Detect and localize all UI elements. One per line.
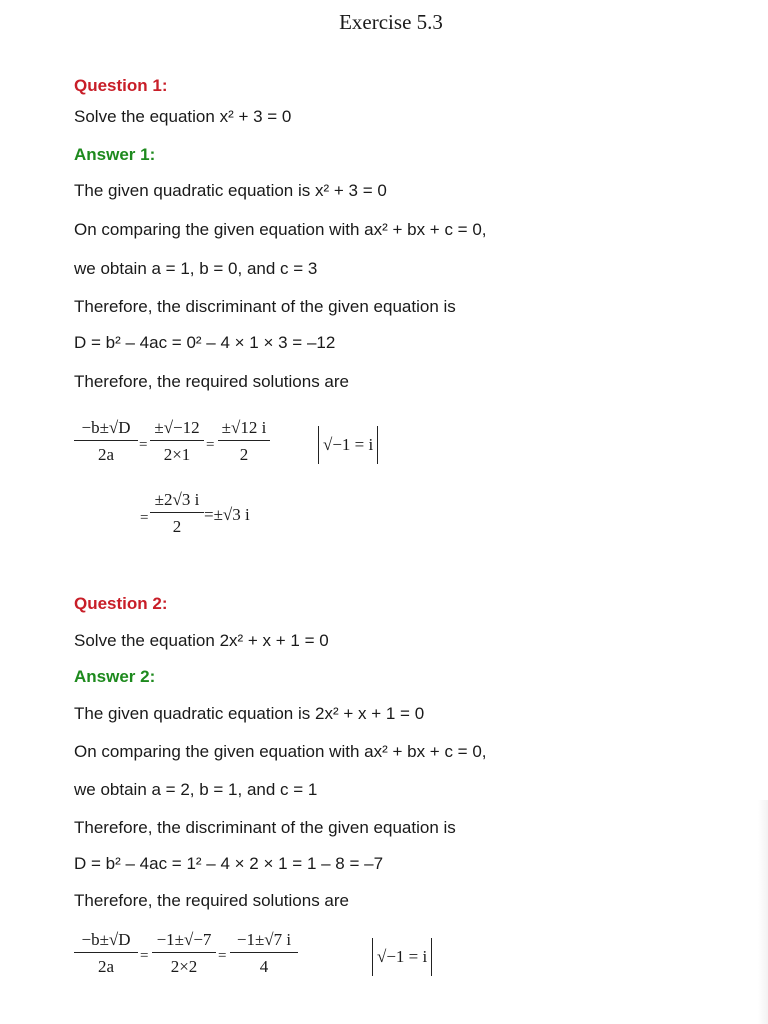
line-equation: ax² + bx + c = 0, xyxy=(364,220,487,239)
question-1-label: Question 1: xyxy=(74,76,168,95)
page-title: Exercise 5.3 xyxy=(339,10,443,34)
fraction-3 xyxy=(218,418,270,465)
statement-equation: x² + 3 = 0 xyxy=(219,107,292,126)
equals-sign: = xyxy=(206,437,215,453)
fraction-denominator: 4 xyxy=(259,957,269,976)
line-prefix: The given quadratic equation is xyxy=(74,181,315,200)
line-equation: 2x² + x + 1 = 0 xyxy=(315,704,425,723)
question-2-label: Question 2: xyxy=(74,594,168,613)
answer-2-line-2 xyxy=(74,742,487,762)
question-2-statement xyxy=(74,631,329,651)
answer-2-line-3: we obtain a = 2, b = 1, and c = 1 xyxy=(74,780,318,799)
fraction-bar xyxy=(150,512,204,513)
fraction-1 xyxy=(74,418,138,465)
answer-2-line-4: Therefore, the discriminant of the given equation is xyxy=(74,818,456,837)
fraction-denominator: 2a xyxy=(97,957,115,976)
page-edge-shadow xyxy=(758,800,768,1024)
fraction-denominator: 2×2 xyxy=(170,957,198,976)
line-prefix: On comparing the given equation with xyxy=(74,742,365,761)
answer-2-line-5: D = b² – 4ac = 1² – 4 × 2 × 1 = 1 – 8 = –7 xyxy=(74,854,384,873)
answer-2-label: Answer 2: xyxy=(74,667,156,686)
fraction-denominator: 2 xyxy=(172,517,182,536)
fraction-bar xyxy=(74,440,138,441)
fraction-bar xyxy=(152,952,216,953)
fraction-2 xyxy=(150,418,204,465)
fraction-numerator: −b±√D xyxy=(81,418,131,437)
fraction-bar xyxy=(150,440,204,441)
fraction-numerator: ±√12 i xyxy=(221,418,267,437)
final-result: =±√3 i xyxy=(204,505,250,524)
line-prefix: On comparing the given equation with xyxy=(74,220,365,239)
answer-1-line-5: D = b² – 4ac = 0² – 4 × 1 × 3 = –12 xyxy=(74,333,336,352)
identity-note: √−1 = i xyxy=(372,938,432,976)
answer-2-line-1 xyxy=(74,704,424,724)
fraction-numerator: ±2√3 i xyxy=(154,490,200,509)
statement-prefix: Solve the equation xyxy=(74,107,220,126)
fraction-1 xyxy=(74,930,138,977)
fraction-numerator: −1±√7 i xyxy=(236,930,292,949)
statement-prefix: Solve the equation xyxy=(74,631,220,650)
fraction-denominator: 2×1 xyxy=(163,445,191,464)
fraction-3 xyxy=(230,930,298,977)
fraction-bar xyxy=(230,952,298,953)
answer-1-label: Answer 1: xyxy=(74,145,156,164)
fraction-4 xyxy=(150,490,204,537)
equals-sign: = xyxy=(140,510,149,526)
equals-sign: = xyxy=(140,948,149,964)
fraction-denominator: 2a xyxy=(97,445,115,464)
fraction-numerator: ±√−12 xyxy=(154,418,200,437)
answer-1-line-6: Therefore, the required solutions are xyxy=(74,372,349,391)
fraction-numerator: −1±√−7 xyxy=(156,930,212,949)
fraction-bar xyxy=(218,440,270,441)
answer-1-line-1 xyxy=(74,181,387,201)
question-1-statement xyxy=(74,107,291,127)
line-equation: ax² + bx + c = 0, xyxy=(364,742,487,761)
answer-2-line-6: Therefore, the required solutions are xyxy=(74,891,349,910)
line-prefix: The given quadratic equation is xyxy=(74,704,315,723)
line-equation: x² + 3 = 0 xyxy=(315,181,387,200)
fraction-numerator: −b±√D xyxy=(81,930,131,949)
equals-sign: = xyxy=(139,437,148,453)
answer-1-line-2 xyxy=(74,220,487,240)
identity-note: √−1 = i xyxy=(318,426,378,464)
fraction-2 xyxy=(152,930,216,977)
fraction-denominator: 2 xyxy=(239,445,249,464)
fraction-bar xyxy=(74,952,138,953)
answer-1-line-3: we obtain a = 1, b = 0, and c = 3 xyxy=(74,259,318,278)
statement-equation: 2x² + x + 1 = 0 xyxy=(219,631,329,650)
equals-sign: = xyxy=(218,948,227,964)
answer-1-line-4: Therefore, the discriminant of the given equation is xyxy=(74,297,456,316)
